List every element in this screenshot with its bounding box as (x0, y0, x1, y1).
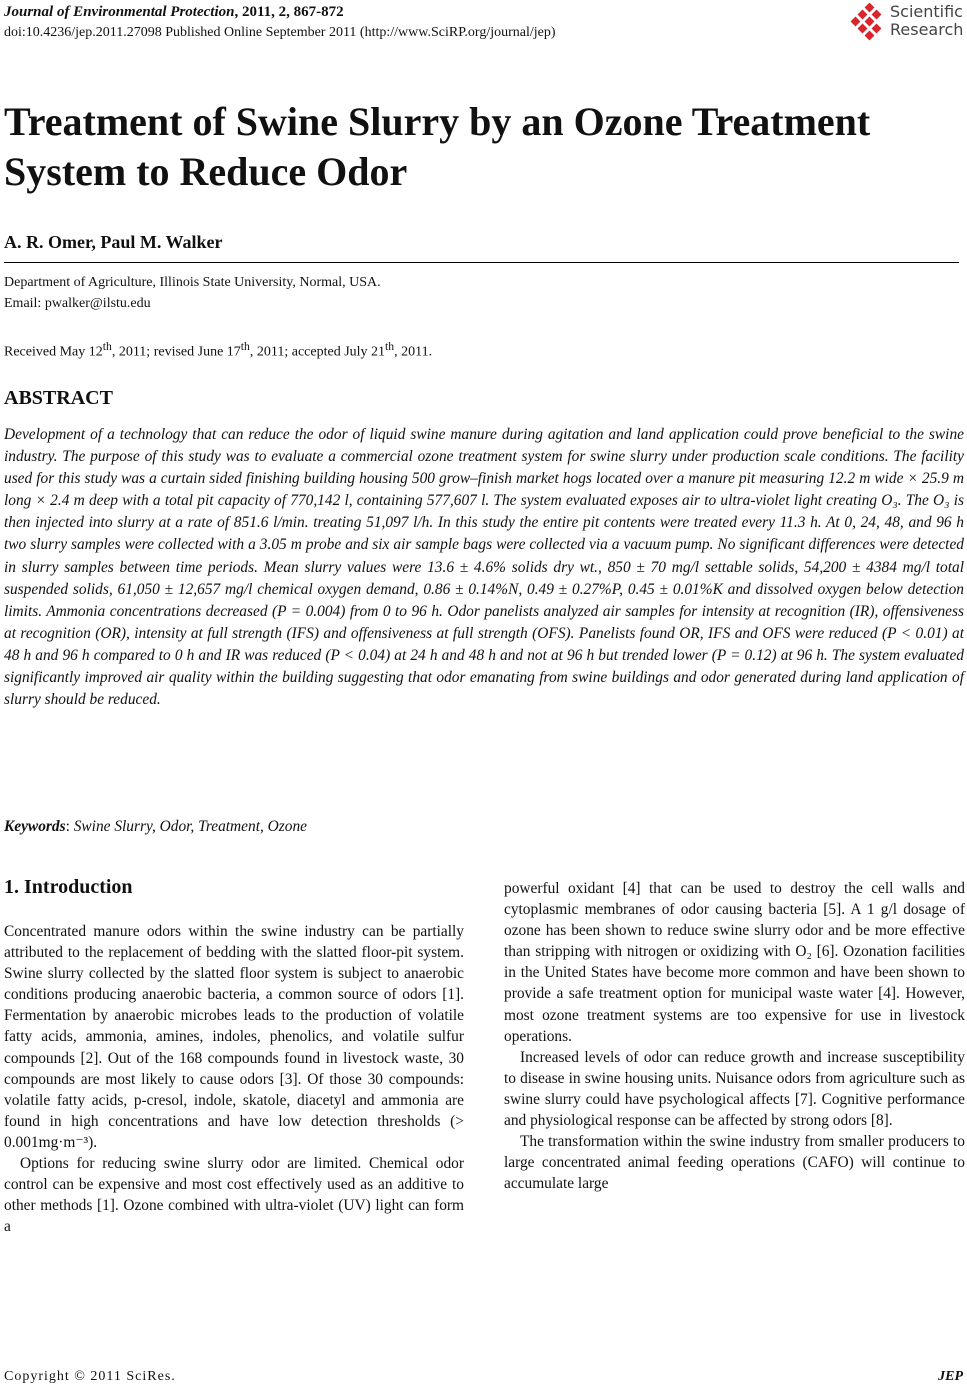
journal-citation (4, 3, 344, 21)
logo-line-2: Research (890, 20, 964, 39)
journal-volume: , 2011, 2, 867-872 (234, 4, 344, 20)
revised-part: , 2011; revised June 17 (111, 344, 241, 360)
logo-text (890, 3, 963, 39)
publisher-logo (850, 3, 965, 43)
ordinal-suffix: th (240, 340, 250, 353)
paragraph: powerful oxidant [4] that can be used to destroy the cell walls and cytoplasmic membranes of odor causing bacteria [5]. A 1 g/l dosage of ozone has been shown to reduce swine slurry odor and be more effective than stripping with nitrogen or oxidizing with O₂ [6]. Ozonation facilities in the United States have become more common and have been shown to provide a safe treatment option for municipal waste water [4]. However, most ozone treatment systems are too expensive for use in livestock operations. (504, 880, 965, 1045)
ordinal-suffix: th (102, 340, 112, 353)
year-part: , 2011. (394, 344, 433, 360)
paragraph: Increased levels of odor can reduce growth and increase susceptibility to disease in swine housing units. Nuisance odors from agriculture such as swine slurry could have psychological affects [7]. Cognitive performance and physiological response can be affected by strong odors [8]. (504, 1048, 965, 1130)
authors: A. R. Omer, Paul M. Walker (4, 232, 223, 252)
affiliation: Department of Agriculture, Illinois State University, Normal, USA. (4, 275, 381, 290)
email: Email: pwalker@ilstu.edu (4, 296, 151, 311)
received-part: Received May 12 (4, 344, 103, 360)
ordinal-suffix: th (385, 340, 395, 353)
article-title: Treatment of Swine Slurry by an Ozone Treatment System to Reduce Odor (4, 99, 871, 194)
paragraph: Concentrated manure odors within the swine industry can be partially attributed to the replacement of bedding with the slatted floor-pit system. Swine slurry collected by the slatted floor system is subject to anaerobic conditions producing anaerobic bacteria, a common source of odors [1]. Fermentation by anaerobic microbes leads to the production of volatile fatty acids, ammonia, amines, indoles, phenolics, and volatile sulfur compounds [2]. Out of the 168 compounds found in livestock waste, 30 compounds are most likely to cause odors [3]. Of those 30 compounds: volatile fatty acids, p-cresol, indole, skatole, diacetyl and ammonia are found in high concentrations and have low detection thresholds (> 0.001mg·m⁻³). (4, 923, 464, 1151)
paragraph: Options for reducing swine slurry odor are limited. Chemical odor control can be expensive and most cost effectively used as an additive to other methods [1]. Ozone combined with ultra-violet (UV) light can form a (4, 1155, 464, 1236)
footer-journal-abbr: JEP (938, 1369, 963, 1384)
keywords-separator: : (65, 818, 74, 835)
section-heading-introduction: 1. Introduction (4, 876, 133, 898)
keywords-values: Swine Slurry, Odor, Treatment, Ozone (73, 818, 307, 835)
left-column (4, 921, 464, 1237)
paragraph: The transformation within the swine industry from smaller producers to large concentrated animal feeding operations (CAFO) will continue to accumulate large (504, 1133, 965, 1193)
keywords-label: Keywords (4, 818, 66, 835)
right-column (504, 878, 965, 1194)
abstract-text: Development of a technology that can reduce the odor of liquid swine manure during agitation and land application could prove beneficial to the swine industry. The purpose of this study was to evaluate a commercial ozone treatment system for swine slurry under production scale conditions. The facility used for this study was a curtain sided finishing building housing 500 grow–finish market hogs located over a manure pit measuring 12.2 m wide × 25.9 m long × 2.4 m deep with a total pit capacity of 770,142 l, containing 577,607 l. The system evaluated exposes air to ultra-violet light creating O₃. The O₃ is then injected into slurry at a rate of 851.6 l/min. treating 51,097 l/h. In this study the entire pit contents were treated every 11.3 h. At 0, 24, 48, and 96 h two slurry samples were collected with a 3.05 m probe and six air sample bags were collected via a vacuum pump. No significant differences were detected in slurry samples between time periods. Mean slurry values were 13.6 ± 4.6% solids dry wt., 850 ± 70 mg/l settable solids, 54,200 ± 4384 mg/l total suspended solids, 61,050 ± 12,657 mg/l chemical oxygen demand, 0.86 ± 0.14%N, 0.49 ± 0.27%P, 0.45 ± 0.01%K and dissolved oxygen below detection limits. Ammonia concentrations decreased (P = 0.004) from 0 to 96 h. Odor panelists analyzed air samples for intensity at recognition (IR), offensiveness at recognition (OR), intensity at full strength (IFS) and offensiveness at full strength (OFS). Panelists found OR, IFS and OFS were reduced (P < 0.01) at 48 h and 96 h compared to 0 h and IR was reduced (P < 0.04) at 24 h and 48 h and not at 96 h but trended lower (P = 0.12) at 96 h. The system evaluated significantly improved air quality within the building suggesting that odor emanating from swine buildings and odor generated during land application of slurry should be reduced. (4, 426, 964, 709)
logo-line-1: Scientific (890, 2, 963, 21)
doi-line: doi:10.4236/jep.2011.27098 Published Online September 2011 (http://www.SciRP.org/journal/jep) (4, 25, 556, 40)
keywords (4, 817, 307, 837)
journal-name: Journal of Environmental Protection (4, 4, 235, 20)
divider (4, 262, 959, 263)
abstract-heading: ABSTRACT (4, 387, 113, 409)
received-dates (4, 338, 432, 362)
accepted-part: , 2011; accepted July 21 (249, 344, 386, 360)
scientific-research-logo-icon (850, 3, 888, 41)
footer-copyright: Copyright © 2011 SciRes. (4, 1369, 176, 1384)
